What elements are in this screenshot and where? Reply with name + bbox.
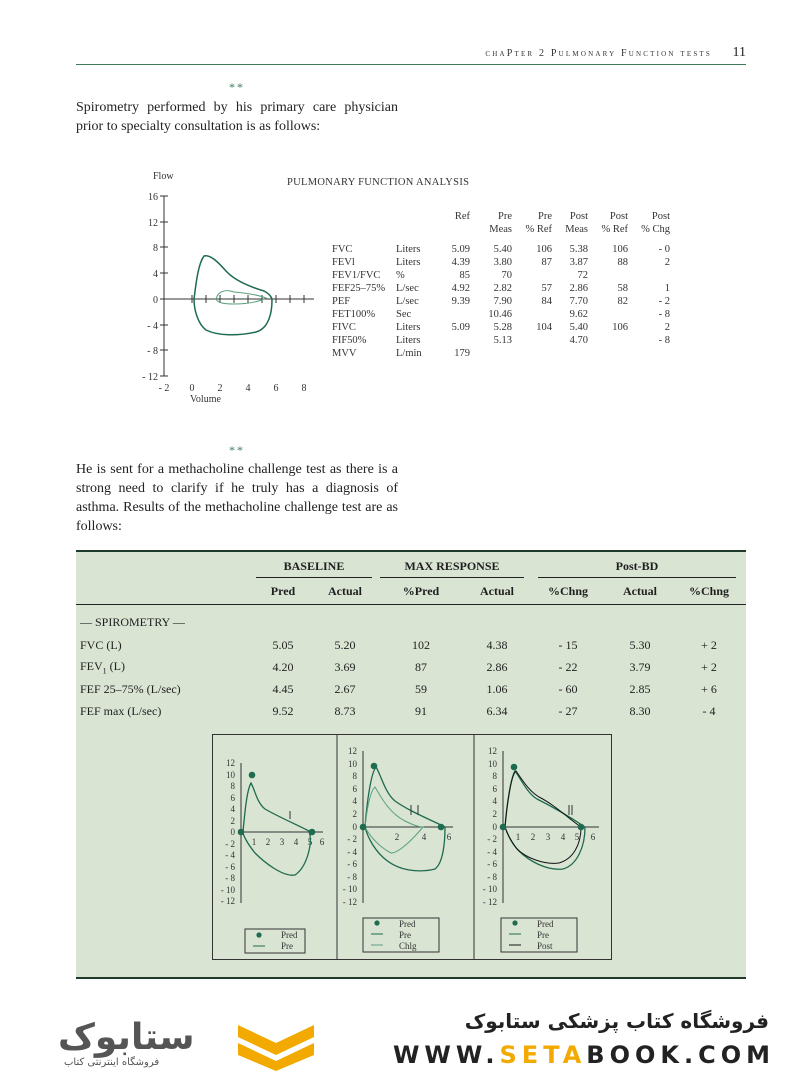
flow-volume-panels (212, 734, 612, 960)
col-header: Actual (623, 584, 657, 599)
flow-volume-chart (130, 186, 320, 392)
section-separator: ** (229, 80, 245, 94)
svg-text:- 2: - 2 (225, 839, 235, 849)
svg-text:- 8: - 8 (225, 873, 235, 883)
svg-text:0: 0 (492, 822, 497, 832)
svg-text:- 2: - 2 (487, 834, 497, 844)
svg-text:12: 12 (488, 746, 497, 756)
svg-text:0: 0 (352, 822, 357, 832)
pfa-title: PULMONARY FUNCTION ANALYSIS (287, 177, 470, 188)
svg-text:- 6: - 6 (347, 859, 357, 869)
store-url[interactable]: WWW.SETABOOK.COM (392, 1041, 775, 1069)
svg-text:- 10: - 10 (482, 884, 497, 894)
svg-text:4: 4 (421, 832, 427, 842)
svg-text:6: 6 (590, 832, 596, 842)
pfa-row: FIVC Liters 5.09 5.28 104 5.40 106 2 (332, 322, 670, 333)
svg-text:1: 1 (515, 832, 521, 842)
svg-text:- 6: - 6 (487, 859, 497, 869)
svg-text:Post: Post (537, 941, 553, 951)
svg-text:- 12: - 12 (482, 897, 497, 907)
page-number: 11 (732, 45, 746, 60)
svg-text:8: 8 (230, 781, 235, 791)
section-separator: ** (229, 443, 245, 457)
svg-text:2: 2 (394, 832, 400, 842)
svg-text:2: 2 (265, 837, 271, 847)
flow-axis-label: Flow (153, 171, 174, 182)
svg-text:0: 0 (230, 827, 235, 837)
table-row: FVC (L) 5.05 5.20 102 4.38 - 15 5.30 + 2 (80, 637, 717, 652)
y-tick: 4 (153, 269, 158, 280)
y-tick: 16 (148, 192, 158, 203)
x-tick: 8 (301, 383, 307, 392)
svg-text:- 8: - 8 (347, 872, 357, 882)
svg-text:Chlg: Chlg (399, 941, 417, 951)
pfa-row: FET100% Sec 10.46 9.62 - 8 (332, 309, 670, 320)
svg-text:3: 3 (545, 832, 551, 842)
pfa-row: FVC Liters 5.09 5.40 106 5.38 106 - 0 (332, 244, 670, 255)
store-footer (0, 995, 805, 1080)
svg-text:- 4: - 4 (225, 850, 235, 860)
methacholine-table (76, 556, 746, 722)
inner-loop (216, 291, 266, 304)
store-name: فروشگاه کتاب پزشکی ستابوک (464, 1009, 769, 1033)
svg-text:4: 4 (560, 832, 566, 842)
svg-text:2: 2 (230, 816, 235, 826)
svg-text:- 4: - 4 (347, 847, 357, 857)
svg-text:10: 10 (348, 759, 357, 769)
svg-text:Pred: Pred (399, 919, 416, 929)
y-tick: 12 (148, 218, 158, 229)
panel-post-bd (483, 746, 599, 952)
svg-text:2: 2 (530, 832, 536, 842)
col-header: Pred (270, 584, 296, 599)
svg-text:Pre: Pre (399, 930, 411, 940)
y-tick: 0 (153, 295, 158, 306)
svg-text:1: 1 (251, 837, 257, 847)
svg-text:8: 8 (352, 771, 357, 781)
svg-text:4: 4 (492, 796, 497, 806)
svg-text:2: 2 (492, 809, 497, 819)
x-tick: 4 (245, 383, 251, 392)
svg-text:10: 10 (488, 759, 497, 769)
pfa-row: FEV1/FVC % 85 70 72 (332, 270, 588, 281)
y-tick: - 8 (147, 346, 158, 357)
col-header: Actual (480, 584, 514, 599)
svg-text:4: 4 (230, 804, 235, 814)
pfa-row: FEF25–75% L/sec 4.92 2.82 57 2.86 58 1 (332, 283, 670, 294)
store-logo[interactable]: ستابوک فروشگاه اینترنتی کتاب (58, 1017, 195, 1068)
svg-text:- 10: - 10 (220, 885, 235, 895)
svg-text:- 8: - 8 (487, 872, 497, 882)
svg-text:Pred: Pred (281, 930, 298, 940)
pfa-row: FIF50% Liters 5.13 4.70 - 8 (332, 335, 670, 346)
group-baseline: BASELINE (252, 556, 376, 580)
svg-text:6: 6 (319, 837, 325, 847)
svg-text:6: 6 (352, 784, 357, 794)
intro-paragraph: Spirometry performed by his primary care physician prior to specialty consultation is as follows: (76, 100, 398, 134)
chapter-title: chaPter 2 Pulmonary Function tests (485, 48, 712, 59)
x-tick: 2 (217, 383, 223, 392)
svg-text:Pred: Pred (537, 919, 554, 929)
svg-text:4: 4 (352, 796, 357, 806)
svg-text:12: 12 (226, 758, 235, 768)
svg-text:5: 5 (307, 837, 313, 847)
col-header: %Pred (402, 584, 440, 599)
svg-text:Pre: Pre (281, 941, 293, 951)
y-tick: 8 (153, 243, 158, 254)
methacholine-paragraph: He is sent for a methacholine challenge test as there is a strong need to clarify if he truly has a diagnosis of asthma. Results of the methacholine challenge test are as follows: (76, 462, 398, 534)
svg-text:- 12: - 12 (220, 896, 235, 906)
svg-text:- 6: - 6 (225, 862, 235, 872)
svg-text:Pre: Pre (537, 930, 549, 940)
svg-text:- 2: - 2 (347, 834, 357, 844)
col-header: Actual (328, 584, 362, 599)
col-header: %Chng (688, 584, 729, 599)
x-tick: 6 (273, 383, 279, 392)
svg-text:4: 4 (293, 837, 299, 847)
svg-text:6: 6 (230, 793, 235, 803)
svg-text:6: 6 (446, 832, 452, 842)
svg-text:6: 6 (492, 784, 497, 794)
y-tick: - 12 (142, 372, 158, 383)
svg-text:5: 5 (574, 832, 580, 842)
pfa-row: MVV L/min 179 (332, 348, 470, 359)
y-tick: - 4 (147, 321, 158, 332)
group-max-response: MAX RESPONSE (376, 556, 528, 580)
svg-text:- 12: - 12 (342, 897, 357, 907)
svg-text:10: 10 (226, 770, 235, 780)
logo-chevron-icon (232, 1017, 322, 1071)
svg-text:- 4: - 4 (487, 847, 497, 857)
svg-text:- 10: - 10 (342, 884, 357, 894)
x-tick: 0 (189, 383, 195, 392)
mini-charts (213, 735, 611, 959)
table-row: $FEV_1$ (L) 4.20 3.69 87 2.86 - 22 3.79 + 2 (80, 658, 717, 676)
volume-axis-label: Volume (190, 394, 221, 405)
table-row: FEF max (L/sec) 9.52 8.73 91 6.34 - 27 8.30 - 4 (80, 703, 716, 718)
pfa-table: Ref Pre Pre Post Post Post Meas % Ref Meas % Ref % Chg FVC Liters 5.09 5.40 106 5.38 106 - 0 FEVl Liters 4.39 3.80 87 3.87 88 2 FEV1/FVC % 85 70 72 FEF25–75% L/sec 4.92 2.82 57 2.86 58 1 PEF L/sec 9.39 7.90 84 7.70 82 - 2 FET100% Sec 10.46 9.62 - 8 FIVC Liters 5.09 5.28 104 5.40 106 2 FIF50% Liters 5.13 4.70 - 8 MVV L/min 179 (332, 211, 670, 359)
group-post-bd: Post-BD (528, 556, 746, 580)
table-row: FEF 25–75% (L/sec) 4.45 2.67 59 1.06 - 60 2.85 + 6 (80, 681, 717, 696)
svg-text:2: 2 (352, 809, 357, 819)
section-label: — SPIROMETRY — (80, 615, 185, 629)
svg-text:8: 8 (492, 771, 497, 781)
panel-baseline (221, 758, 325, 953)
x-tick: - 2 (158, 383, 170, 392)
running-header (76, 44, 746, 65)
svg-text:12: 12 (348, 746, 357, 756)
svg-text:3: 3 (279, 837, 285, 847)
col-header: %Chng (547, 584, 588, 599)
pfa-row: FEVl Liters 4.39 3.80 87 3.87 88 2 (332, 257, 670, 268)
panel-max-response (343, 746, 453, 952)
pfa-row: PEF L/sec 9.39 7.90 84 7.70 82 - 2 (332, 296, 670, 307)
